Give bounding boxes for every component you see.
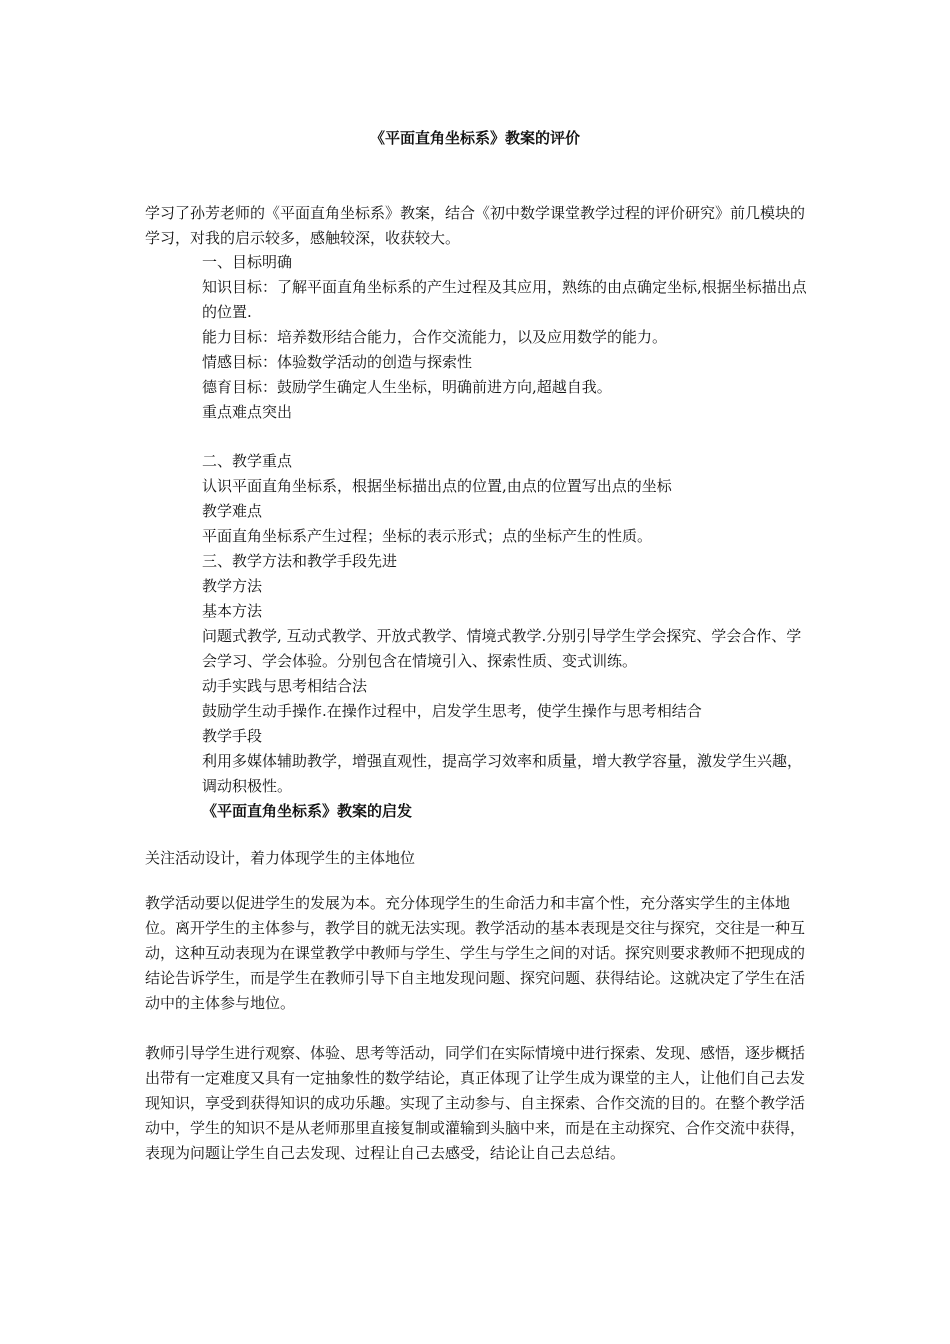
methods-heading: 教学方法	[202, 577, 263, 595]
section-goals	[202, 250, 810, 425]
inspiration-subtitle: 《平面直角坐标系》教案的启发	[202, 802, 413, 820]
body-paragraph-1: 教学活动要以促进学生的发展为本。充分体现学生的生命活力和丰富个性，充分落实学生的主体地位。离开学生的主体参与，教学目的就无法实现。教学活动的基本表现是交往与探究，交往是一种互动，这种互动表现为在课堂教学中教师与学生、学生与学生之间的对话。探究则要求教师不把现成的结论告诉学生，而是学生在教师引导下自主地发现问题、探究问题、获得结论。这就决定了学生在活动中的主体参与地位。	[145, 894, 806, 1012]
section-key-points-heading: 二、教学重点	[202, 452, 293, 470]
emotion-goal: 情感目标：体验数学活动的创造与探索性	[202, 353, 473, 371]
key-point-text: 认识平面直角坐标系，根据坐标描出点的位置,由点的位置写出点的坐标	[202, 477, 672, 495]
hands-on-heading: 动手实践与思考相结合法	[202, 677, 368, 695]
body-paragraph-2: 教师引导学生进行观察、体验、思考等活动，同学们在实际情境中进行探索、发现、感悟，逐步概括出带有一定难度又具有一定抽象性的数学结论，真正体现了让学生成为课堂的主人，让他们自己去发现知识，享受到获得知识的成功乐趣。实现了主动参与、自主探索、合作交流的目的。在整个教学活动中，学生的知识不是从老师那里直接复制或灌输到头脑中来，而是在主动探究、合作交流中获得，表现为问题让学生自己去发现、过程让自己去感受，结论让自己去总结。	[145, 1044, 806, 1162]
activity-design-line: 关注活动设计，着力体现学生的主体地位	[145, 849, 416, 867]
teaching-means-text: 利用多媒体辅助教学，增强直观性，提高学习效率和质量，增大教学容量，激发学生兴趣，调动积极性。	[202, 752, 803, 795]
knowledge-goal: 知识目标：了解平面直角坐标系的产生过程及其应用，熟练的由点确定坐标,根据坐标描出点的位置.	[202, 278, 807, 321]
section-key-points	[202, 449, 810, 824]
basic-methods-text: 问题式教学, 互动式教学、开放式教学、情境式教学.分别引导学生学会探究、学会合作、学会学习、学会体验。分别包含在情境引入、探索性质、变式训练。	[202, 627, 802, 670]
difficulty-heading: 教学难点	[202, 502, 263, 520]
focus-difficulty-line: 重点难点突出	[202, 403, 293, 421]
difficulty-text: 平面直角坐标系产生过程；坐标的表示形式；点的坐标产生的性质。	[202, 527, 653, 545]
section-methods-heading: 三、教学方法和教学手段先进	[202, 552, 398, 570]
ability-goal: 能力目标：培养数形结合能力，合作交流能力，以及应用数学的能力。	[202, 328, 668, 346]
intro-paragraph: 学习了孙芳老师的《平面直角坐标系》教案，结合《初中数学课堂教学过程的评价研究》前几模块的学习，对我的启示较多，感触较深，收获较大。	[145, 204, 806, 247]
section-goals-heading: 一、目标明确	[202, 253, 293, 271]
basic-methods-heading: 基本方法	[202, 602, 263, 620]
moral-goal: 德育目标：鼓励学生确定人生坐标，明确前进方向,超越自我。	[202, 378, 612, 396]
teaching-means-heading: 教学手段	[202, 727, 263, 745]
hands-on-text: 鼓励学生动手操作.在操作过程中，启发学生思考，使学生操作与思考相结合	[202, 702, 702, 720]
document-title: 《平面直角坐标系》教案的评价	[369, 129, 580, 147]
